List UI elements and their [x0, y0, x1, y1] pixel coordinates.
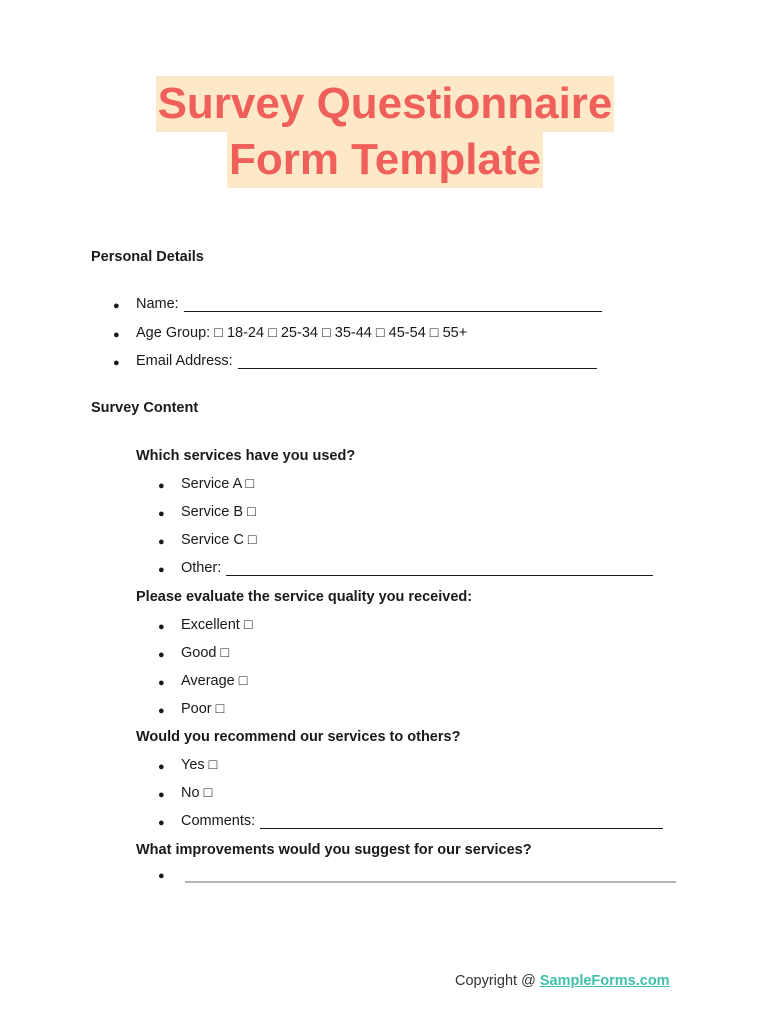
- option-average[interactable]: [158, 673, 248, 689]
- email-item: [113, 353, 597, 369]
- bullet-icon: ●: [158, 705, 165, 717]
- question-3: Would you recommend our services to others?: [136, 729, 461, 745]
- option-service-a[interactable]: [158, 476, 254, 492]
- bullet-icon: ●: [158, 789, 165, 801]
- improvements-item: [158, 870, 181, 882]
- bullet-icon: ●: [158, 508, 165, 520]
- age-group-label[interactable]: Age Group: □ 18-24 □ 25-34 □ 35-44 □ 45-54 □ 55+: [136, 325, 468, 341]
- bullet-icon: ●: [158, 817, 165, 829]
- option-good[interactable]: [158, 645, 229, 661]
- option-label: No □: [181, 785, 213, 801]
- option-no[interactable]: [158, 785, 212, 801]
- name-input-line[interactable]: [184, 297, 602, 312]
- personal-details-heading: Personal Details: [91, 249, 204, 265]
- bullet-icon: ●: [113, 329, 120, 341]
- option-label: Poor □: [181, 701, 225, 717]
- option-label: Excellent □: [181, 617, 253, 633]
- option-excellent[interactable]: [158, 617, 253, 633]
- age-group-item: [113, 325, 467, 341]
- option-service-b[interactable]: [158, 504, 256, 520]
- bullet-icon: ●: [158, 870, 165, 882]
- name-item: [113, 296, 602, 312]
- copyright-prefix: Copyright @: [455, 973, 540, 989]
- name-label: Name:: [136, 296, 179, 312]
- option-label: Average □: [181, 673, 248, 689]
- bullet-icon: ●: [158, 480, 165, 492]
- option-service-c[interactable]: [158, 532, 257, 548]
- question-2: Please evaluate the service quality you received:: [136, 589, 473, 605]
- comments-input-line[interactable]: [260, 814, 663, 829]
- document-title: [0, 76, 770, 188]
- option-yes[interactable]: [158, 757, 217, 773]
- bullet-icon: ●: [158, 536, 165, 548]
- bullet-icon: ●: [158, 761, 165, 773]
- bullet-icon: ●: [158, 649, 165, 661]
- bullet-icon: ●: [158, 677, 165, 689]
- email-input-line[interactable]: [238, 354, 597, 369]
- brand-link[interactable]: SampleForms.com: [539, 973, 670, 989]
- copyright-footer: [455, 973, 670, 989]
- option-label: Service A □: [181, 476, 255, 492]
- bullet-icon: ●: [158, 621, 165, 633]
- option-label: Service B □: [181, 504, 256, 520]
- other-input-line[interactable]: [226, 561, 653, 576]
- email-label: Email Address:: [136, 353, 233, 369]
- improvements-input-line[interactable]: [185, 881, 676, 883]
- bullet-icon: ●: [158, 564, 165, 576]
- option-label: Yes □: [181, 757, 218, 773]
- option-other: [158, 560, 653, 576]
- comments-label: Comments:: [181, 813, 256, 829]
- bullet-icon: ●: [113, 357, 120, 369]
- option-label: Good □: [181, 645, 230, 661]
- comments-item: [158, 813, 663, 829]
- question-4: What improvements would you suggest for our services?: [136, 842, 532, 858]
- survey-content-heading: Survey Content: [91, 400, 199, 416]
- bullet-icon: ●: [113, 300, 120, 312]
- question-1: Which services have you used?: [136, 448, 356, 464]
- option-poor[interactable]: [158, 701, 224, 717]
- title-line-1: Survey Questionnaire: [156, 76, 615, 132]
- other-label: Other:: [181, 560, 222, 576]
- option-label: Service C □: [181, 532, 257, 548]
- title-line-2: Form Template: [227, 132, 543, 188]
